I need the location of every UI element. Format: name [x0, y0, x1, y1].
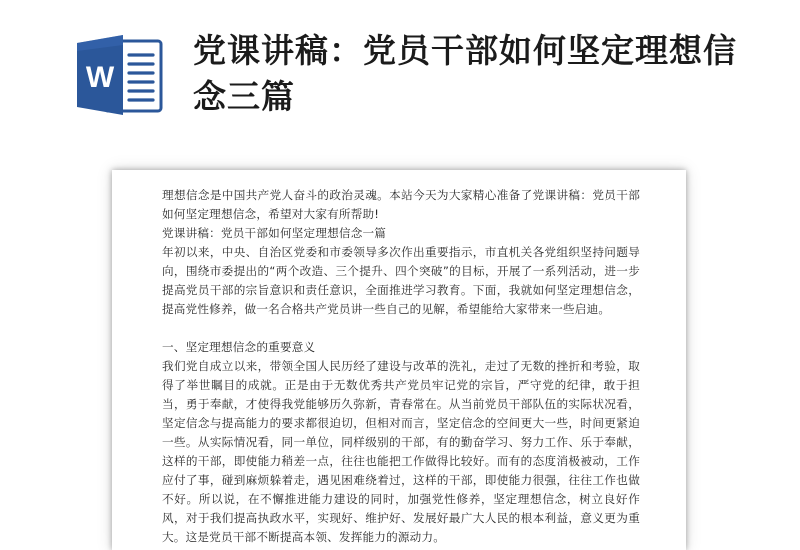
body-paragraph-2: 我们党自成立以来，带领全国人民历经了建设与改革的洗礼，走过了无数的挫折和考验，取得了举世瞩目的成就。正是由于无数优秀共产党员牢记党的宗旨，严守党的纪律，敢于担当，勇于奉献，才使得我党能够历久弥新，青春常在。从当前党员干部队伍的实际状况看，坚定信念与提高能力的要求都很迫切，但相对而言，坚定信念的空间更大一些，时间更紧迫一些。从实际情况看，同一单位，同样级别的干部，有的勤奋学习、努力工作、乐于奉献，这样的干部，即使能力稍差一点，往往也能把工作做得比较好。而有的态度消极被动，工作应付了事，碰到麻烦躲着走，遇见困难绕着过，这样的干部，即使能力很强，往往工作也做不好。所以说，在不懈推进能力建设的同时，加强党性修养，坚定理想信念，树立良好作风，对于我们提高执政水平，实现好、维护好、发展好最广大人民的根本利益，意义更为重大。这是党员干部不断提高本领、发挥能力的源动力。 — [162, 359, 640, 544]
section-heading-1: 一、坚定理想信念的重要意义 — [162, 340, 316, 354]
body-paragraph-1: 年初以来，中央、自治区党委和市委领导多次作出重要指示，市直机关各党组织坚持问题导向，围绕市委提出的“两个改造、三个提升、四个突破”的目标，开展了一系列活动，进一步提高党员干部的宗旨意识和责任意识，全面推进学习教育。下面，我就如何坚定理想信念，提高党性修养，做一名合格共产党员讲一些自己的见解，希望能给大家带来一些启迪。 — [162, 245, 640, 316]
document-body — [162, 186, 640, 547]
section-heading-article-one: 党课讲稿：党员干部如何坚定理想信念一篇 — [162, 226, 387, 240]
document-page — [112, 170, 686, 550]
intro-paragraph: 理想信念是中国共产党人奋斗的政治灵魂。本站今天为大家精心准备了党课讲稿：党员干部如何坚定理想信念，希望对大家有所帮助! — [162, 188, 640, 221]
document-title: 党课讲稿：党员干部如何坚定理想信念三篇 — [193, 31, 737, 116]
word-document-icon — [75, 33, 165, 117]
header — [0, 0, 800, 150]
word-icon-letter: W — [85, 61, 115, 94]
